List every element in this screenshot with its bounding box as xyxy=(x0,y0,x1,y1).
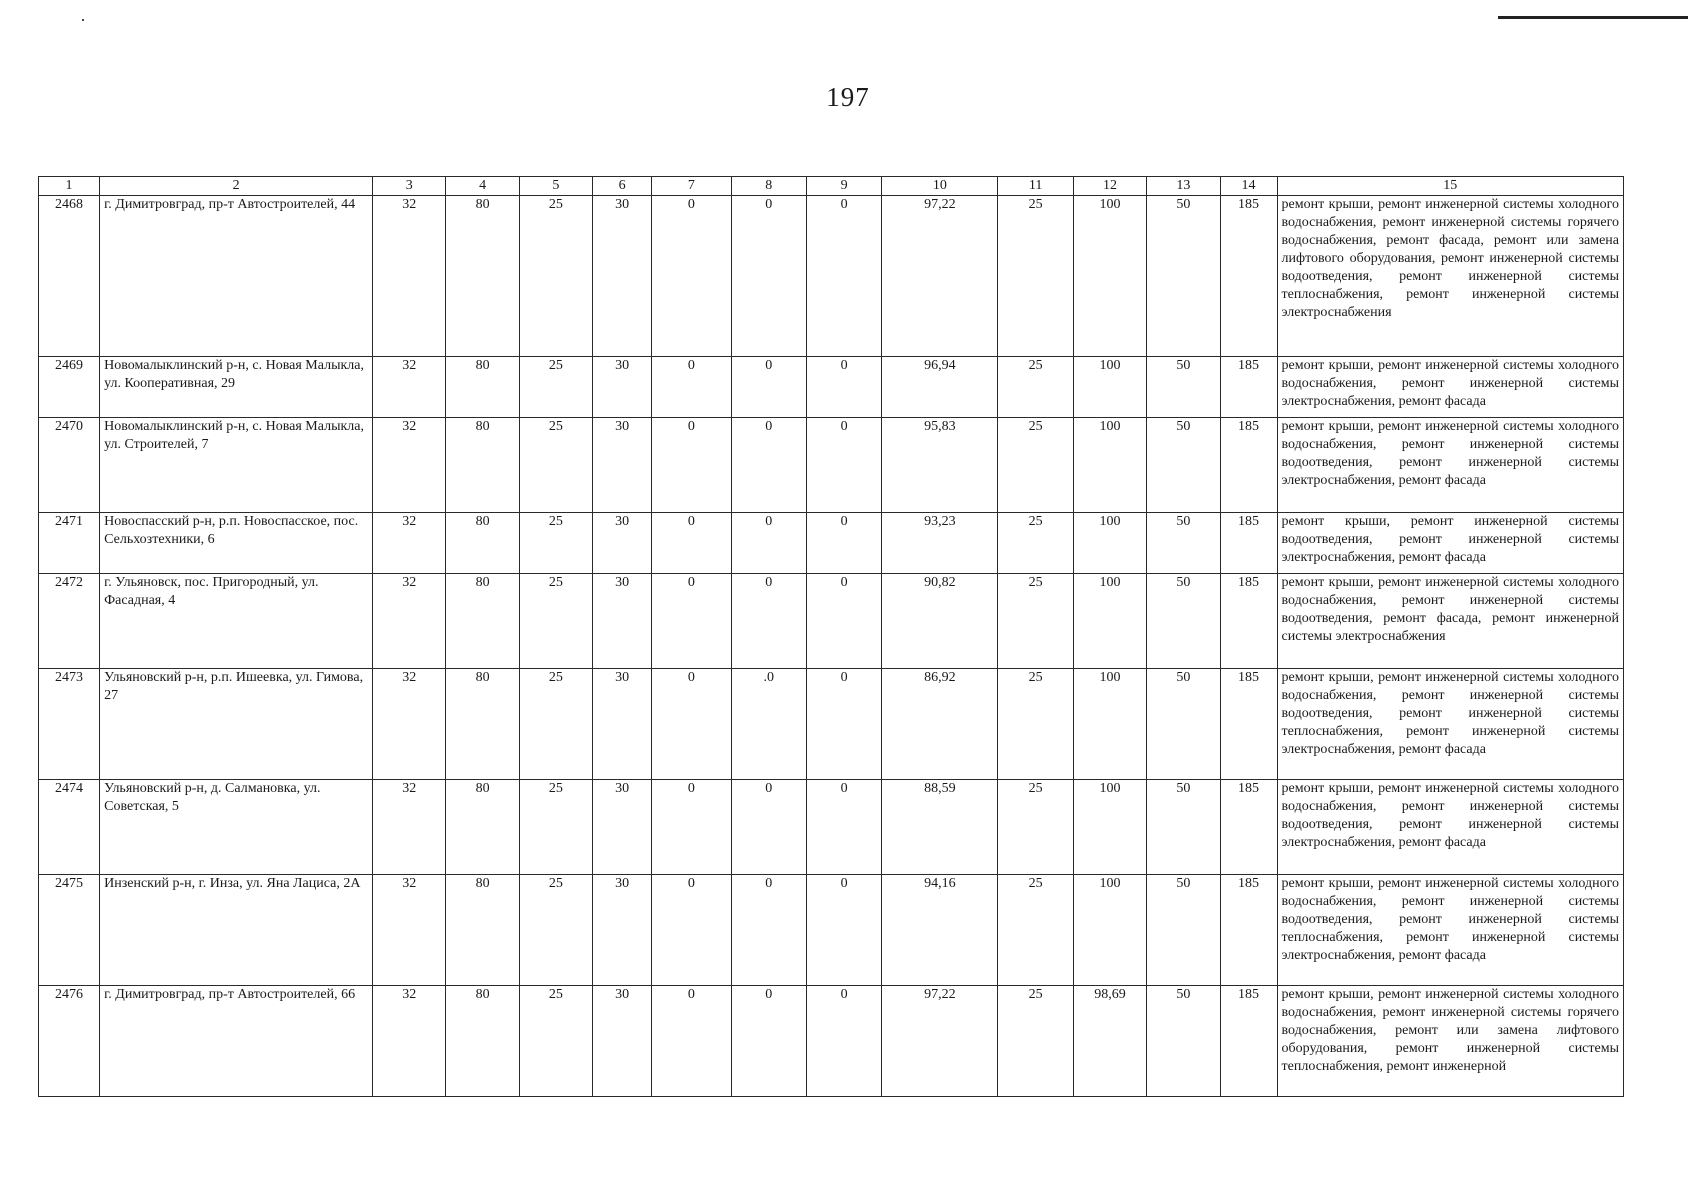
row-address: Новоспасский р-н, р.п. Новоспасское, пос. Сельхозтехники, 6 xyxy=(100,513,373,574)
row-address: Ульяновский р-н, р.п. Ишеевка, ул. Гимова, 27 xyxy=(100,669,373,780)
table-row xyxy=(39,513,1624,574)
cell-c6: 30 xyxy=(593,357,652,418)
cell-c10: 90,82 xyxy=(882,574,998,669)
top-edge-rule xyxy=(1498,16,1688,19)
cell-c14: 185 xyxy=(1220,196,1277,357)
row-address: г. Димитровград, пр-т Автостроителей, 44 xyxy=(100,196,373,357)
cell-c7: 0 xyxy=(652,196,731,357)
cell-c8: 0 xyxy=(731,418,806,513)
row-id: 2474 xyxy=(39,780,100,875)
cell-c9: 0 xyxy=(806,986,881,1097)
cell-c12: 100 xyxy=(1073,513,1146,574)
column-header: 11 xyxy=(998,177,1073,196)
cell-c13: 50 xyxy=(1147,986,1220,1097)
column-header: 2 xyxy=(100,177,373,196)
capital-repair-table xyxy=(38,176,1624,1097)
row-id: 2475 xyxy=(39,875,100,986)
row-address: г. Ульяновск, пос. Пригородный, ул. Фасадная, 4 xyxy=(100,574,373,669)
row-id: 2471 xyxy=(39,513,100,574)
cell-c4: 80 xyxy=(446,196,519,357)
cell-c10: 88,59 xyxy=(882,780,998,875)
cell-c5: 25 xyxy=(519,875,592,986)
cell-c11: 25 xyxy=(998,418,1073,513)
cell-c5: 25 xyxy=(519,196,592,357)
row-works: ремонт крыши, ремонт инженерной системы холодного водоснабжения, ремонт инженерной системы водоотведения, ремонт инженерной системы электроснабжения, ремонт фасада xyxy=(1277,418,1623,513)
cell-c13: 50 xyxy=(1147,875,1220,986)
row-works: ремонт крыши, ремонт инженерной системы холодного водоснабжения, ремонт инженерной системы водоотведения, ремонт инженерной системы электроснабжения, ремонт фасада xyxy=(1277,780,1623,875)
column-header: 3 xyxy=(373,177,446,196)
cell-c12: 100 xyxy=(1073,780,1146,875)
cell-c11: 25 xyxy=(998,196,1073,357)
cell-c13: 50 xyxy=(1147,418,1220,513)
cell-c5: 25 xyxy=(519,574,592,669)
row-works: ремонт крыши, ремонт инженерной системы водоотведения, ремонт инженерной системы электроснабжения, ремонт фасада xyxy=(1277,513,1623,574)
cell-c8: 0 xyxy=(731,513,806,574)
cell-c3: 32 xyxy=(373,986,446,1097)
table-row xyxy=(39,780,1624,875)
cell-c14: 185 xyxy=(1220,669,1277,780)
cell-c12: 100 xyxy=(1073,574,1146,669)
cell-c4: 80 xyxy=(446,986,519,1097)
row-id: 2470 xyxy=(39,418,100,513)
column-header: 13 xyxy=(1147,177,1220,196)
row-works: ремонт крыши, ремонт инженерной системы холодного водоснабжения, ремонт инженерной системы водоотведения, ремонт инженерной системы теплоснабжения, ремонт инженерной системы электроснабжения, ремонт фасада xyxy=(1277,669,1623,780)
cell-c11: 25 xyxy=(998,574,1073,669)
cell-c10: 86,92 xyxy=(882,669,998,780)
cell-c14: 185 xyxy=(1220,986,1277,1097)
cell-c3: 32 xyxy=(373,669,446,780)
cell-c7: 0 xyxy=(652,780,731,875)
row-works: ремонт крыши, ремонт инженерной системы холодного водоснабжения, ремонт инженерной системы электроснабжения, ремонт фасада xyxy=(1277,357,1623,418)
row-id: 2473 xyxy=(39,669,100,780)
cell-c8: 0 xyxy=(731,986,806,1097)
column-header: 6 xyxy=(593,177,652,196)
row-address: Новомалыклинский р-н, с. Новая Малыкла, ул. Строителей, 7 xyxy=(100,418,373,513)
table-row xyxy=(39,669,1624,780)
cell-c12: 100 xyxy=(1073,875,1146,986)
cell-c10: 95,83 xyxy=(882,418,998,513)
row-id: 2469 xyxy=(39,357,100,418)
cell-c9: 0 xyxy=(806,196,881,357)
cell-c9: 0 xyxy=(806,780,881,875)
cell-c10: 97,22 xyxy=(882,986,998,1097)
cell-c5: 25 xyxy=(519,357,592,418)
cell-c5: 25 xyxy=(519,986,592,1097)
cell-c4: 80 xyxy=(446,669,519,780)
cell-c6: 30 xyxy=(593,780,652,875)
cell-c3: 32 xyxy=(373,574,446,669)
cell-c9: 0 xyxy=(806,418,881,513)
table-row xyxy=(39,986,1624,1097)
cell-c8: 0 xyxy=(731,574,806,669)
cell-c12: 100 xyxy=(1073,418,1146,513)
cell-c10: 97,22 xyxy=(882,196,998,357)
cell-c8: .0 xyxy=(731,669,806,780)
cell-c14: 185 xyxy=(1220,513,1277,574)
cell-c3: 32 xyxy=(373,357,446,418)
cell-c9: 0 xyxy=(806,574,881,669)
column-number-header-row xyxy=(39,177,1624,196)
row-address: Ульяновский р-н, д. Салмановка, ул. Советская, 5 xyxy=(100,780,373,875)
cell-c9: 0 xyxy=(806,513,881,574)
cell-c6: 30 xyxy=(593,418,652,513)
cell-c4: 80 xyxy=(446,875,519,986)
cell-c7: 0 xyxy=(652,669,731,780)
cell-c9: 0 xyxy=(806,669,881,780)
cell-c3: 32 xyxy=(373,780,446,875)
cell-c3: 32 xyxy=(373,513,446,574)
cell-c4: 80 xyxy=(446,574,519,669)
cell-c3: 32 xyxy=(373,418,446,513)
cell-c8: 0 xyxy=(731,780,806,875)
cell-c13: 50 xyxy=(1147,780,1220,875)
column-header: 12 xyxy=(1073,177,1146,196)
cell-c5: 25 xyxy=(519,418,592,513)
column-header: 5 xyxy=(519,177,592,196)
cell-c11: 25 xyxy=(998,669,1073,780)
cell-c7: 0 xyxy=(652,513,731,574)
cell-c9: 0 xyxy=(806,875,881,986)
cell-c14: 185 xyxy=(1220,574,1277,669)
cell-c6: 30 xyxy=(593,875,652,986)
scan-speck xyxy=(82,19,84,21)
cell-c12: 100 xyxy=(1073,669,1146,780)
cell-c4: 80 xyxy=(446,418,519,513)
column-header: 4 xyxy=(446,177,519,196)
row-address: Новомалыклинский р-н, с. Новая Малыкла, ул. Кооперативная, 29 xyxy=(100,357,373,418)
cell-c14: 185 xyxy=(1220,357,1277,418)
cell-c11: 25 xyxy=(998,875,1073,986)
cell-c14: 185 xyxy=(1220,875,1277,986)
table-row xyxy=(39,357,1624,418)
cell-c7: 0 xyxy=(652,574,731,669)
cell-c10: 93,23 xyxy=(882,513,998,574)
cell-c8: 0 xyxy=(731,357,806,418)
table-row xyxy=(39,418,1624,513)
cell-c12: 98,69 xyxy=(1073,986,1146,1097)
cell-c14: 185 xyxy=(1220,418,1277,513)
cell-c4: 80 xyxy=(446,780,519,875)
row-works: ремонт крыши, ремонт инженерной системы холодного водоснабжения, ремонт инженерной системы водоотведения, ремонт инженерной системы теплоснабжения, ремонт инженерной системы электроснабжения, ремонт фасада xyxy=(1277,875,1623,986)
row-works: ремонт крыши, ремонт инженерной системы холодного водоснабжения, ремонт инженерной системы горячего водоснабжения, ремонт или замена лифтового оборудования, ремонт инженерной системы теплоснабжения, ремонт инженерной xyxy=(1277,986,1623,1097)
cell-c5: 25 xyxy=(519,780,592,875)
cell-c10: 94,16 xyxy=(882,875,998,986)
cell-c11: 25 xyxy=(998,780,1073,875)
cell-c3: 32 xyxy=(373,196,446,357)
cell-c8: 0 xyxy=(731,196,806,357)
cell-c7: 0 xyxy=(652,418,731,513)
table-row xyxy=(39,196,1624,357)
cell-c12: 100 xyxy=(1073,196,1146,357)
cell-c11: 25 xyxy=(998,986,1073,1097)
page-number: 197 xyxy=(826,82,870,112)
cell-c6: 30 xyxy=(593,986,652,1097)
column-header: 9 xyxy=(806,177,881,196)
cell-c13: 50 xyxy=(1147,196,1220,357)
column-header: 1 xyxy=(39,177,100,196)
row-id: 2472 xyxy=(39,574,100,669)
cell-c3: 32 xyxy=(373,875,446,986)
cell-c4: 80 xyxy=(446,357,519,418)
cell-c9: 0 xyxy=(806,357,881,418)
row-id: 2468 xyxy=(39,196,100,357)
cell-c14: 185 xyxy=(1220,780,1277,875)
cell-c6: 30 xyxy=(593,196,652,357)
row-works: ремонт крыши, ремонт инженерной системы холодного водоснабжения, ремонт инженерной системы горячего водоснабжения, ремонт фасада, ремонт или замена лифтового оборудования, ремонт инженерной системы водоотведения, ремонт инженерной системы теплоснабжения, ремонт инженерной системы электроснабжения xyxy=(1277,196,1623,357)
cell-c5: 25 xyxy=(519,669,592,780)
cell-c11: 25 xyxy=(998,513,1073,574)
row-address: Инзенский р-н, г. Инза, ул. Яна Лациса, 2А xyxy=(100,875,373,986)
row-works: ремонт крыши, ремонт инженерной системы холодного водоснабжения, ремонт инженерной системы водоотведения, ремонт фасада, ремонт инженерной системы электроснабжения xyxy=(1277,574,1623,669)
cell-c6: 30 xyxy=(593,669,652,780)
cell-c10: 96,94 xyxy=(882,357,998,418)
column-header: 14 xyxy=(1220,177,1277,196)
cell-c13: 50 xyxy=(1147,574,1220,669)
cell-c13: 50 xyxy=(1147,357,1220,418)
cell-c11: 25 xyxy=(998,357,1073,418)
column-header: 8 xyxy=(731,177,806,196)
table-row xyxy=(39,574,1624,669)
column-header: 10 xyxy=(882,177,998,196)
cell-c7: 0 xyxy=(652,986,731,1097)
cell-c13: 50 xyxy=(1147,669,1220,780)
cell-c5: 25 xyxy=(519,513,592,574)
column-header: 7 xyxy=(652,177,731,196)
cell-c6: 30 xyxy=(593,513,652,574)
cell-c7: 0 xyxy=(652,875,731,986)
cell-c8: 0 xyxy=(731,875,806,986)
row-id: 2476 xyxy=(39,986,100,1097)
table-row xyxy=(39,875,1624,986)
row-address: г. Димитровград, пр-т Автостроителей, 66 xyxy=(100,986,373,1097)
cell-c12: 100 xyxy=(1073,357,1146,418)
column-header: 15 xyxy=(1277,177,1623,196)
cell-c7: 0 xyxy=(652,357,731,418)
cell-c6: 30 xyxy=(593,574,652,669)
cell-c4: 80 xyxy=(446,513,519,574)
cell-c13: 50 xyxy=(1147,513,1220,574)
